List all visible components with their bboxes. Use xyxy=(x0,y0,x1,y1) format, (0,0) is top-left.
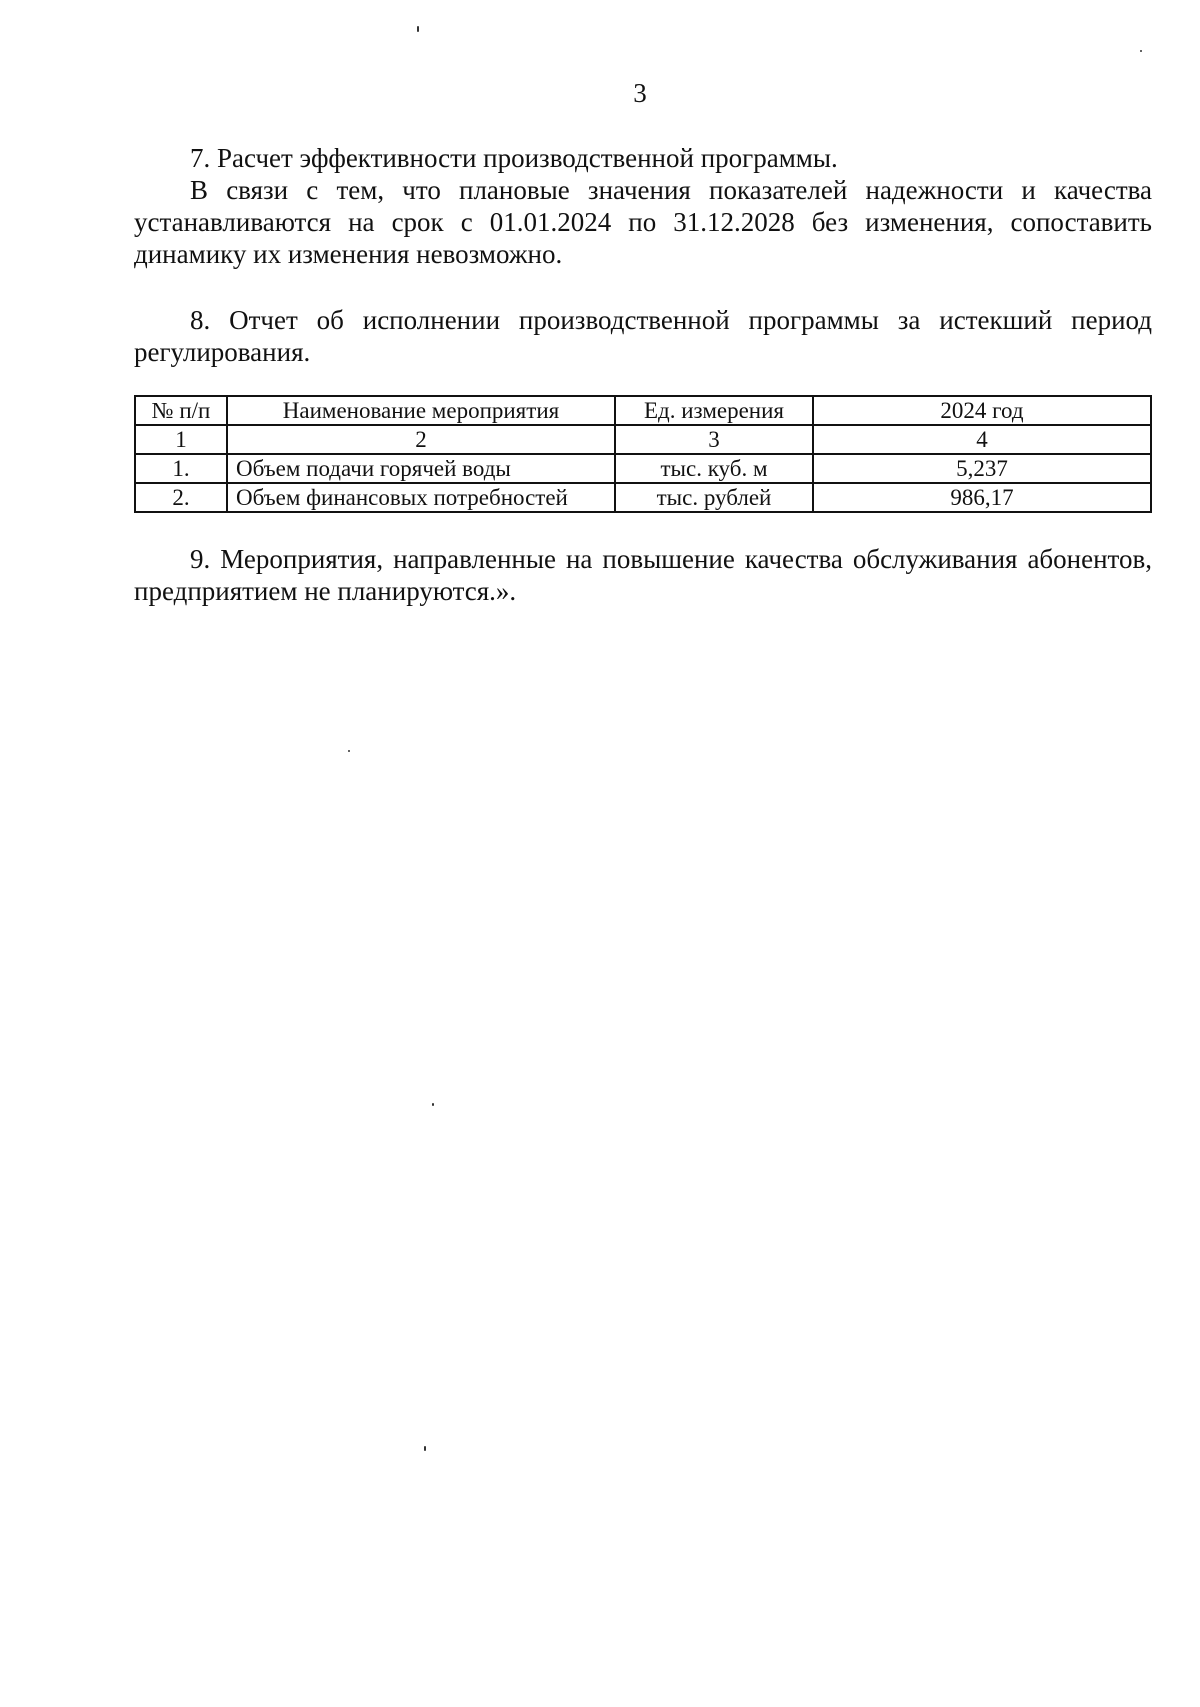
index-cell: 1 xyxy=(135,425,227,454)
scan-speck xyxy=(417,26,419,32)
scan-speck xyxy=(1140,50,1142,52)
scan-speck xyxy=(348,750,350,752)
header-cell-year: 2024 год xyxy=(813,396,1151,425)
report-table xyxy=(134,395,1152,513)
table-header-row xyxy=(135,396,1151,425)
section-7-text: В связи с тем, что плановые значения показателей надежности и качества устанавливаются на срок с 01.01.2024 по 31.12.2028 без изменения, сопоставить динамику их изменения невозможно. xyxy=(134,175,1152,269)
row-value-cell: 5,237 xyxy=(813,454,1151,483)
scan-speck xyxy=(424,1446,426,1451)
scan-speck xyxy=(432,1103,434,1106)
header-cell-unit: Ед. измерения xyxy=(615,396,813,425)
document-body xyxy=(134,142,1152,634)
row-unit-cell: тыс. рублей xyxy=(615,483,813,512)
table-row xyxy=(135,454,1151,483)
page-number: 3 xyxy=(633,78,647,108)
section-7-heading: 7. Расчет эффективности производственной программы. xyxy=(190,143,838,173)
row-number-cell: 1. xyxy=(135,454,227,483)
section-8-heading: 8. Отчет об исполнении производственной программы за истекший период регулирования. xyxy=(134,305,1152,367)
row-name-cell: Объем финансовых потребностей xyxy=(227,483,615,512)
index-cell: 4 xyxy=(813,425,1151,454)
row-name-cell: Объем подачи горячей воды xyxy=(227,454,615,483)
row-unit-cell: тыс. куб. м xyxy=(615,454,813,483)
index-cell: 2 xyxy=(227,425,615,454)
section-9-text: 9. Мероприятия, направленные на повышение качества обслуживания абонентов, предприятием не планируются.». xyxy=(134,544,1152,606)
table-row xyxy=(135,483,1151,512)
index-cell: 3 xyxy=(615,425,813,454)
table-index-row xyxy=(135,425,1151,454)
row-value-cell: 986,17 xyxy=(813,483,1151,512)
header-cell-number: № п/п xyxy=(135,396,227,425)
row-number-cell: 2. xyxy=(135,483,227,512)
header-cell-name: Наименование мероприятия xyxy=(227,396,615,425)
